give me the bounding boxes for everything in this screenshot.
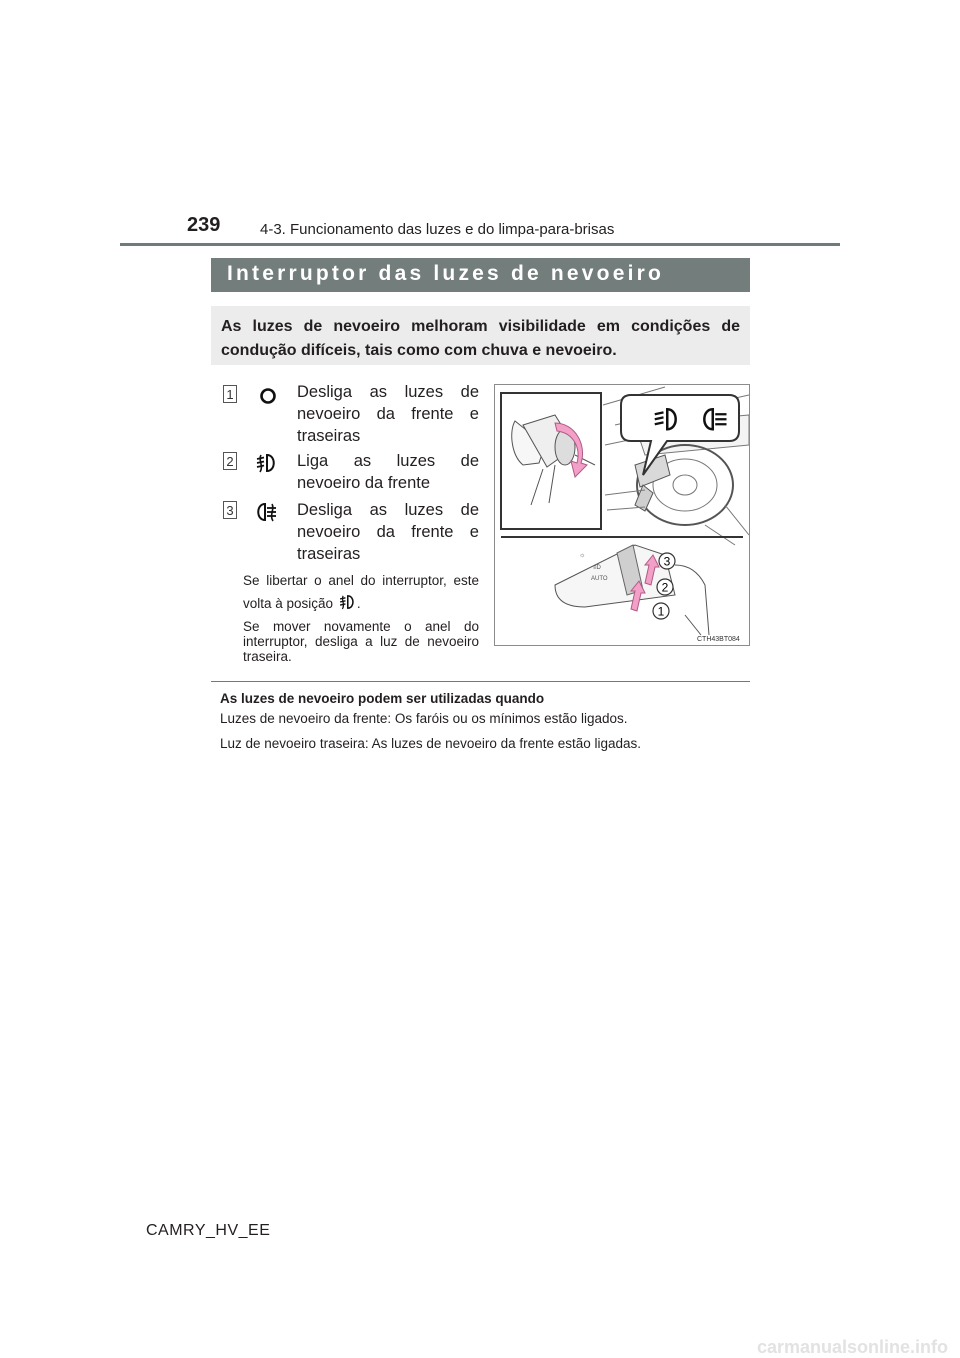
intro-box [211,306,750,365]
callout-1 [653,603,669,619]
watermark [0,1337,960,1358]
icon-callout [621,395,739,475]
svg-text:≡D: ≡D [593,565,601,571]
off-symbol-icon [256,383,280,409]
header-divider [120,243,840,246]
info-line-rear: Luz de nevoeiro traseira: As luzes de nevoeiro da frente estão ligadas. [220,736,642,751]
rear-fog-light-icon [254,499,278,525]
item-text-1: Desliga as luzes de nevoeiro da frente e traseiras [297,383,479,445]
page-number: 239 [187,214,221,236]
front-fog-light-icon [337,592,357,612]
note-release-ring [243,570,479,615]
front-fog-light-icon [254,450,278,476]
info-line-front: Luzes de nevoeiro da frente: Os faróis ou os mínimos estão ligados. [220,711,628,726]
chapter-title: 4-3. Funcionamento das luzes e do limpa-para-brisas [260,221,615,238]
item-number-3: 3 [223,501,237,519]
section-title-bar [211,258,750,292]
callout-2 [657,579,673,595]
note-release-suffix: . [356,596,361,611]
item-number-2: 2 [223,452,237,470]
info-heading: As luzes de nevoeiro podem ser utilizadas quando [220,691,545,706]
section-title: Interruptor das luzes de nevoeiro [227,262,665,285]
svg-text:2: 2 [661,580,669,595]
watermark-text: carmanualsonline.info [756,1337,948,1357]
item-text-2: Liga as luzes de nevoeiro da frente [297,452,479,492]
illustration-code: CTH43BT084 [697,636,740,643]
fog-light-switch-illustration [495,385,749,645]
footer-model-code: CAMRY_HV_EE [146,1222,271,1239]
info-divider [211,681,750,682]
note-release-text: Se libertar o anel do interruptor, este volta à posição [243,573,479,611]
callout-3 [659,553,675,569]
svg-text:☼: ☼ [579,552,586,559]
svg-text:3: 3 [663,554,671,569]
illustration-frame [494,384,750,646]
note-move-again: Se mover novamente o anel do interruptor, desliga a luz de nevoeiro traseira. [243,619,479,664]
switch-auto-label: AUTO [591,576,608,582]
svg-text:1: 1 [657,604,665,619]
intro-text: As luzes de nevoeiro melhoram visibilidade em condições de condução difíceis, tais como com chuva e nevoeiro. [221,318,740,359]
item-number-1: 1 [223,385,237,403]
item-text-3: Desliga as luzes de nevoeiro da frente e traseiras [297,501,479,563]
